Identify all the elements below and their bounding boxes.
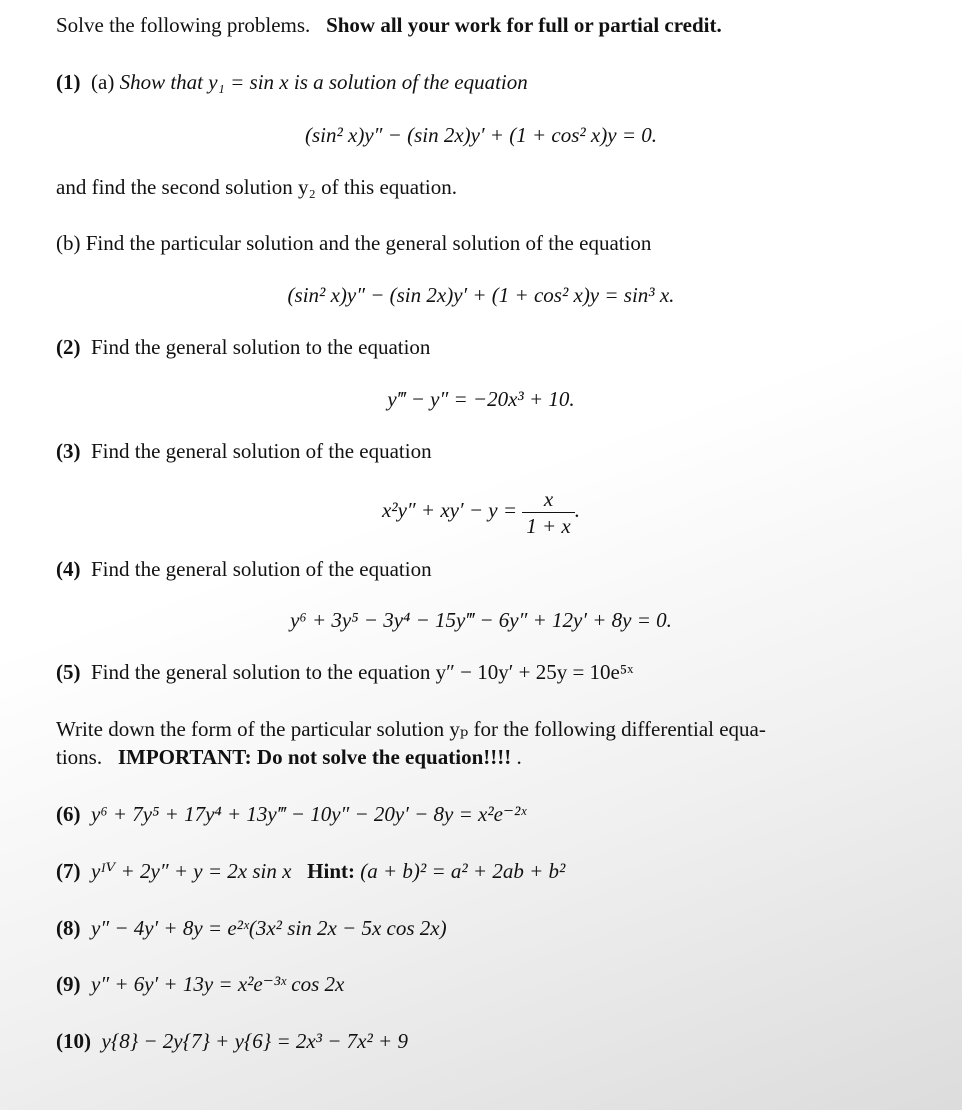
problem-4-statement: [56, 555, 432, 583]
problem-7-hint-label: Hint:: [307, 859, 355, 883]
problem-4-text: Find the general solution of the equation: [91, 557, 432, 581]
problem-8: [56, 914, 447, 942]
problem-9-number: (9): [56, 972, 81, 996]
problem-2-equation: y‴ − y″ = −20x³ + 10.: [387, 387, 575, 411]
problem-1a-text: Show that y₁ = sin x is a solution of the equation: [119, 70, 528, 94]
instruction-bold: Show all your work for full or partial credit.: [326, 13, 722, 37]
problem-3-numerator: x: [543, 486, 554, 511]
problem-7-equation: yᴵⱽ + 2y″ + y = 2x sin x: [91, 859, 292, 883]
problem-3-number: (3): [56, 439, 81, 463]
problem-10-equation: y{8} − 2y{7} + y{6} = 2x³ − 7x² + 9: [101, 1029, 408, 1053]
problem-3-denominator: 1 + x: [522, 512, 575, 539]
instructions-line: [56, 11, 722, 39]
problem-7: [56, 857, 565, 885]
problem-10: [56, 1027, 408, 1055]
section2-line2: [56, 743, 522, 771]
problem-3-period: .: [574, 498, 580, 522]
problem-5-text: Find the general solution to the equation y″ − 10y′ + 25y = 10e⁵ˣ: [91, 660, 634, 684]
problem-1a-label: (a): [91, 70, 115, 94]
problem-10-number: (10): [56, 1029, 91, 1053]
intro-text: Solve the following problems.: [56, 13, 311, 37]
section2-period: .: [516, 745, 522, 769]
problem-4-number: (4): [56, 557, 81, 581]
problem-1-number: (1): [56, 70, 81, 94]
problem-2-statement: [56, 333, 430, 361]
problem-5-statement: [56, 658, 633, 686]
problem-7-number: (7): [56, 859, 81, 883]
problem-2-number: (2): [56, 335, 81, 359]
problem-4-equation: y⁶ + 3y⁵ − 3y⁴ − 15y‴ − 6y″ + 12y′ + 8y = 0.: [290, 608, 672, 632]
problem-1b-equation: (sin² x)y″ − (sin 2x)y′ + (1 + cos² x)y = sin³ x.: [287, 283, 675, 307]
problem-3-equation: [0, 481, 962, 539]
problem-1a-equation: (sin² x)y″ − (sin 2x)y′ + (1 + cos² x)y = 0.: [304, 123, 657, 147]
problem-1-statement: [56, 68, 528, 96]
problem-1a-followup: and find the second solution y₂ of this equation.: [56, 175, 458, 199]
section2-important: IMPORTANT: Do not solve the equation!!!!: [117, 745, 512, 769]
problem-6-equation: y⁶ + 7y⁵ + 17y⁴ + 13y‴ − 10y″ − 20y′ − 8y = x²e⁻²ˣ: [91, 802, 527, 826]
problem-6-number: (6): [56, 802, 81, 826]
section2-tions: tions.: [56, 745, 103, 769]
problem-2-text: Find the general solution to the equation: [91, 335, 431, 359]
problem-9: [56, 970, 344, 998]
problem-8-equation: y″ − 4y′ + 8y = e²ˣ(3x² sin 2x − 5x cos 2x): [91, 916, 447, 940]
problem-3-text: Find the general solution of the equation: [91, 439, 432, 463]
problem-6: [56, 800, 526, 828]
section2-line1: Write down the form of the particular solution yₚ for the following differential equa-: [56, 717, 766, 741]
problem-8-number: (8): [56, 916, 81, 940]
problem-3-fraction: [522, 486, 575, 539]
problem-3-statement: [56, 437, 432, 465]
problem-9-equation: y″ + 6y′ + 13y = x²e⁻³ˣ cos 2x: [91, 972, 345, 996]
problem-7-hint: (a + b)² = a² + 2ab + b²: [360, 859, 566, 883]
problem-1b-statement: (b) Find the particular solution and the general solution of the equation: [56, 231, 652, 255]
problem-5-number: (5): [56, 660, 81, 684]
problem-3-lhs: x²y″ + xy′ − y =: [381, 498, 517, 522]
